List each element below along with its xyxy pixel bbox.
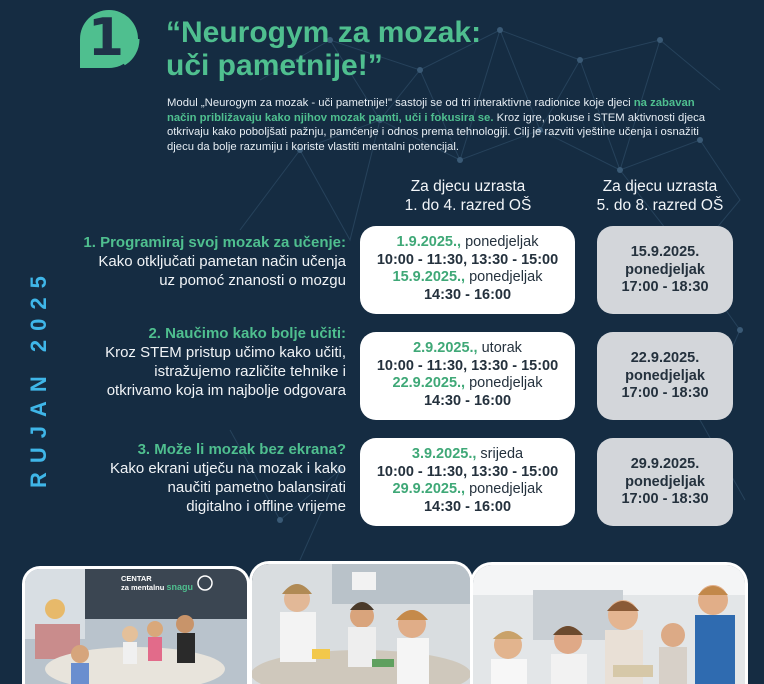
module-number-badge [76,6,152,72]
workshop-1-title: 1. Programiraj svoj mozak za učenje: [83,234,346,251]
photo-2 [249,561,473,684]
workshop-2-younger-card: 2.9.2025., utorak 10:00 - 11:30, 13:30 - 15:00 22.9.2025., ponedjeljak 14:30 - 16:00 [360,332,575,420]
module-number: 1 [87,8,125,68]
page-title [166,16,481,82]
workshop-3-description: 3. Može li mozak bez ekrana? Kako ekrani utječu na mozak i kako naučiti pametno balansirati digitalno i offline vrijeme [46,440,346,516]
photo-1 [22,566,250,684]
workshop-1-younger-card: 1.9.2025., ponedjeljak 10:00 - 11:30, 13:30 - 15:00 15.9.2025., ponedjeljak 14:30 - 16:00 [360,226,575,314]
workshop-2-title: 2. Naučimo kako bolje učiti: [148,325,346,342]
workshop-3-younger-card: 3.9.2025., srijeda 10:00 - 11:30, 13:30 - 15:00 29.9.2025., ponedjeljak 14:30 - 16:00 [360,438,575,526]
workshop-2-older-card: 22.9.2025. ponedjeljak 17:00 - 18:30 [597,332,733,420]
workshop-1-older-card: 15.9.2025. ponedjeljak 17:00 - 18:30 [597,226,733,314]
workshop-3-older-card: 29.9.2025. ponedjeljak 17:00 - 18:30 [597,438,733,526]
workshop-2-description: 2. Naučimo kako bolje učiti: Kroz STEM pristup učimo kako učiti, istražujemo različite tehnike i otkrivamo koja im najbolje odgovara [46,324,346,400]
column-heading-younger: Za djecu uzrasta 1. do 4. razred OŠ [404,178,532,214]
intro-paragraph: Modul „Neurogym za mozak - uči pametnije!" sastoji se od tri interaktivne radionice koje djeci na zabavan način približavaju kako njihov mozak pamti, uči i fokusira se. Kroz igre, pokuse i STEM aktivnosti djeca otkrivaju kako poboljšati pažnju, pamćenje i odnos prema tehnologiji. Cilj je razviti vještine učenja i osnažiti djecu da bolje razumiju i koriste vlastiti mentalni potencijal. [167,97,706,153]
month-label-text: RUJAN 2025 [26,267,51,488]
title-line-2: uči pametnije!” [166,49,383,82]
workshop-3-title: 3. Može li mozak bez ekrana? [137,441,346,458]
photo-3 [470,562,748,684]
workshop-1-description: 1. Programiraj svoj mozak za učenje: Kako otključati pametan način učenja uz pomoć znanosti o mozgu [46,233,346,290]
column-heading-older: Za djecu uzrasta 5. do 8. razred OŠ [596,178,724,214]
intro-highlight: na zabavan način približavaju kako njihov mozak pamti, uči i fokusira se. [167,97,695,124]
title-line-1: “Neurogym za mozak: [166,16,482,49]
photo-sign: CENTAR za mentalnu snagu [121,574,193,592]
